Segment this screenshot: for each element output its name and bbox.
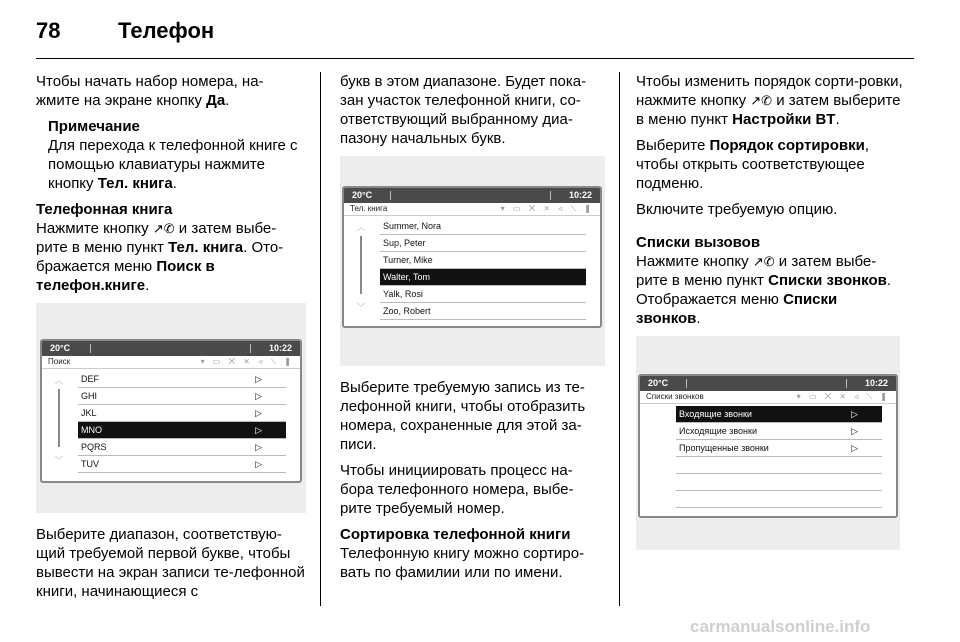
list-item-label: Summer, Nora (383, 221, 442, 231)
section-heading-call-lists: Списки вызовов (636, 234, 761, 251)
paragraph: Выберите Порядок сортировки, чтобы открыть соответствующее подменю. (636, 137, 869, 192)
phonebook-entry-list (380, 218, 586, 320)
column-divider-2 (619, 72, 620, 606)
search-range-item[interactable] (78, 439, 286, 456)
list-item-label: Пропущенные звонки (679, 443, 769, 453)
display-screen-search (40, 339, 302, 483)
note-block (36, 117, 306, 193)
call-list-item[interactable] (676, 474, 882, 491)
search-range-item[interactable] (78, 371, 286, 388)
chevron-right-icon: ▷ (255, 391, 262, 401)
list-item-label: TUV (81, 459, 99, 469)
chevron-right-icon: ▷ (255, 459, 262, 469)
list-item-label: Исходящие звонки (679, 426, 757, 436)
phonebook-entry[interactable] (380, 303, 586, 320)
column-3 (636, 72, 904, 562)
display-title-bar: Тел. книга ▾ ▭ ⨉ ⨯ ◃ ⟍ ❚ (344, 203, 600, 216)
call-list-item[interactable] (676, 491, 882, 508)
chevron-right-icon: ▷ (255, 408, 262, 418)
call-list-item[interactable] (676, 423, 882, 440)
call-list-item[interactable] (676, 457, 882, 474)
display-status-bar: 20°C 10:22 (344, 188, 600, 203)
page-number: 78 (36, 18, 61, 43)
call-list-item[interactable] (676, 440, 882, 457)
scroll-up-icon[interactable]: ︿ (55, 376, 63, 385)
list-item-label: MNO (81, 425, 102, 435)
paragraph: Телефонную книгу можно сортиро-вать по фамилии или по имени. (340, 545, 585, 581)
column-2 (340, 72, 605, 589)
figure-phonebook-screen (340, 156, 605, 366)
paragraph: букв в этом диапазоне. Будет пока-зан участок телефонной книги, со-ответствующий выбранному диа-пазону начальных букв. (340, 73, 587, 147)
phone-menu-icon: ↗✆ (750, 93, 773, 108)
display-screen-phonebook (342, 186, 602, 328)
chevron-right-icon: ▷ (255, 374, 262, 384)
search-range-item[interactable] (78, 422, 286, 439)
display-status-bar: 20°C 10:22 (42, 341, 300, 356)
chevron-right-icon: ▷ (851, 426, 858, 436)
chevron-right-icon: ▷ (851, 443, 858, 453)
phonebook-entry[interactable] (380, 286, 586, 303)
phonebook-entry[interactable] (380, 252, 586, 269)
paragraph: Выберите диапазон, соответствую-щий требуемой первой букве, чтобы вывести на экран записи те-лефонной книги, начинающиеся с (36, 526, 305, 600)
display-status-bar: 20°C 10:22 (640, 376, 896, 391)
page-header (0, 0, 960, 60)
header-rule (36, 58, 914, 59)
section-heading-sort: Сортировка телефонной книги (340, 526, 571, 543)
watermark: carmanualsonline.info (690, 617, 871, 636)
column-1 (36, 72, 306, 608)
phone-menu-icon: ↗✆ (752, 254, 775, 269)
display-title-bar: Списки звонков ▾ ▭ ⨉ ⨯ ◃ ⟍ ❚ (640, 391, 896, 404)
chevron-right-icon: ▷ (255, 442, 262, 452)
list-item-label: Входящие звонки (679, 409, 752, 419)
list-item-label: JKL (81, 408, 97, 418)
search-range-item[interactable] (78, 388, 286, 405)
paragraph: Нажмите кнопку ↗✆ и затем выбе-рите в меню пункт Тел. книга. Ото-бражается меню Поиск в телефон.книге. (36, 220, 284, 294)
scroll-down-icon[interactable]: ﹀ (55, 456, 63, 465)
search-range-item[interactable] (78, 456, 286, 473)
scroll-down-icon[interactable]: ﹀ (357, 303, 365, 312)
list-item-label: Zoo, Robert (383, 306, 431, 316)
paragraph: Чтобы изменить порядок сорти-ровки, нажмите кнопку ↗✆ и затем выберите в меню пункт Настройки BT. (636, 73, 903, 128)
call-list-item[interactable] (676, 406, 882, 423)
phone-menu-icon: ↗✆ (152, 221, 175, 236)
column-divider-1 (320, 72, 321, 606)
paragraph: Включите требуемую опцию. (636, 201, 838, 218)
section-heading-phonebook: Телефонная книга (36, 201, 173, 218)
list-item-label: DEF (81, 374, 99, 384)
display-screen-call-lists (638, 374, 898, 518)
list-item-label: Yalk, Rosi (383, 289, 423, 299)
figure-call-lists-screen (636, 336, 900, 550)
phonebook-entry[interactable] (380, 235, 586, 252)
call-lists-menu (676, 406, 882, 508)
scrollbar[interactable] (58, 389, 60, 447)
chevron-right-icon: ▷ (255, 425, 262, 435)
figure-search-screen (36, 303, 306, 513)
scroll-up-icon[interactable]: ︿ (357, 223, 365, 232)
search-range-item[interactable] (78, 405, 286, 422)
list-item-label: PQRS (81, 442, 107, 452)
list-item-label: Sup, Peter (383, 238, 426, 248)
search-range-list (78, 371, 286, 473)
list-item-label: Walter, Tom (383, 272, 431, 282)
note-text: Для перехода к телефонной книге с помощью клавиатуры нажмите кнопку Тел. книга. (48, 137, 298, 192)
status-icons: ▾ ▭ ⨉ ⨯ ◃ ⟍ ❚ (500, 204, 594, 213)
paragraph: Чтобы инициировать процесс на-бора телефонного номера, выбе-рите требуемый номер. (340, 462, 574, 517)
note-title: Примечание (48, 118, 140, 135)
display-title-bar: Поиск ▾ ▭ ⨉ ⨯ ◃ ⟍ ❚ (42, 356, 300, 369)
chevron-right-icon: ▷ (851, 409, 858, 419)
list-item-label: Turner, Mike (383, 255, 433, 265)
list-item-label: GHI (81, 391, 98, 401)
status-icons: ▾ ▭ ⨉ ⨯ ◃ ⟍ ❚ (200, 357, 294, 366)
phonebook-entry[interactable] (380, 269, 586, 286)
scrollbar[interactable] (360, 236, 362, 294)
page-title: Телефон (118, 18, 215, 43)
paragraph: Выберите требуемую запись из те-лефонной книги, чтобы отобразить номера, сохраненные для этой за-писи. (340, 379, 586, 453)
status-icons: ▾ ▭ ⨉ ⨯ ◃ ⟍ ❚ (796, 392, 890, 401)
paragraph: Чтобы начать набор номера, на-жмите на экране кнопку Да. (36, 73, 264, 109)
phonebook-entry[interactable] (380, 218, 586, 235)
paragraph: Нажмите кнопку ↗✆ и затем выбе-рите в меню пункт Списки звонков. Отображается меню Списки звонков. (636, 253, 892, 327)
